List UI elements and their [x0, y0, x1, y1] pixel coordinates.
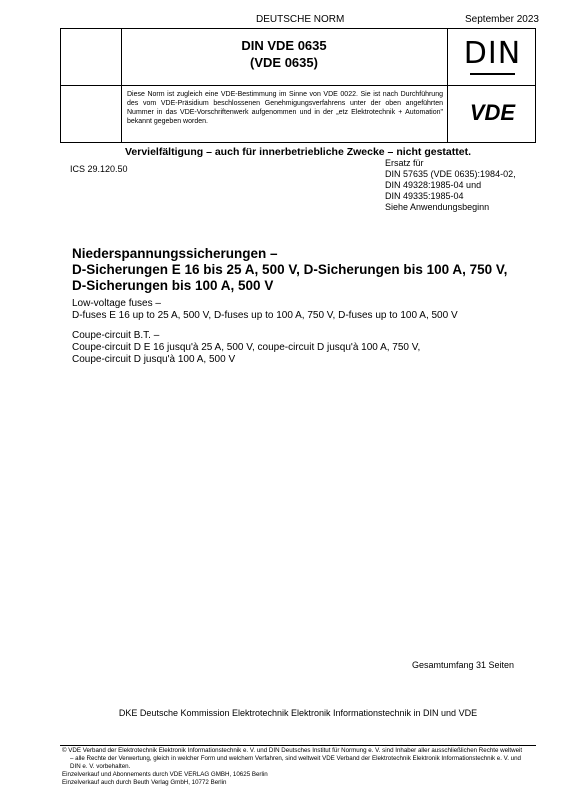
- german-title-line: D-Sicherungen bis 100 A, 500 V: [72, 278, 274, 293]
- title-box: [60, 28, 536, 86]
- standard-number-vde: (VDE 0635): [250, 55, 318, 70]
- committee-line: DKE Deutsche Kommission Elektrotechnik Elektronik Informationstechnik in DIN und VDE: [118, 708, 478, 718]
- german-title: [72, 246, 542, 294]
- footer-line: DIN e. V. vorbehalten.: [70, 763, 131, 770]
- standard-number: DIN VDE 0635: [241, 38, 327, 53]
- french-title: [72, 330, 542, 366]
- ics-code: ICS 29.120.50: [70, 164, 128, 174]
- french-title-line: Coupe-circuit B.T. –: [72, 330, 160, 341]
- footer-line: – alle Rechte der Verwertung, gleich in welcher Form und welchem Verfahren, sind weltweit VDE Verband der Elektrotechnik Elektronik Informationstechnik e. V. und: [70, 755, 522, 762]
- copyright-footer: [62, 747, 534, 787]
- replacement-block: [385, 158, 545, 213]
- german-title-line: D-Sicherungen E 16 bis 25 A, 500 V, D-Sicherungen bis 100 A, 750 V,: [72, 262, 508, 277]
- total-pages: Gesamtumfang 31 Seiten: [412, 660, 515, 670]
- note-box-left-cell: [61, 86, 122, 142]
- english-title: [72, 298, 542, 322]
- english-title-line: Low-voltage fuses –: [72, 298, 161, 309]
- document-type-label: DEUTSCHE NORM: [256, 14, 345, 25]
- vde-status-note: Diese Norm ist zugleich eine VDE-Bestimmung im Sinne von VDE 0022. Sie ist nach Durchführung des vom VDE-Präsidium beschlossenen Genehmigungsverfahrens unter der oben angeführten Nummer in das VDE-Vorschriftenwerk aufgenommen und in der „etz Elektrotechnik + Automation" bekannt gegeben worden.: [127, 91, 443, 125]
- footer-line: Einzelverkauf und Abonnements durch VDE VERLAG GMBH, 10625 Berlin: [62, 771, 268, 778]
- french-title-line: Coupe-circuit D E 16 jusqu'à 25 A, 500 V, coupe-circuit D jusqu'à 100 A, 750 V,: [72, 342, 421, 353]
- replacement-line: DIN 49335:1985-04: [385, 191, 464, 201]
- din-logo-cell: [447, 28, 537, 85]
- vde-logo-cell: [447, 86, 537, 142]
- vde-logo: VDE: [469, 100, 516, 125]
- replacement-line: DIN 49328:1985-04 und: [385, 180, 482, 190]
- english-title-line: D-fuses E 16 up to 25 A, 500 V, D-fuses up to 100 A, 750 V, D-fuses up to 100 A, 500 V: [72, 310, 458, 321]
- footer-line: © VDE Verband der Elektrotechnik Elektronik Informationstechnik e. V. und DIN Deutsches Institut für Normung e. V. sind Inhaber aller ausschließlichen Rechte weltweit: [62, 747, 523, 754]
- copy-notice: Vervielfältigung – auch für innerbetriebliche Zwecke – nicht gestattet.: [124, 146, 471, 158]
- replacement-line: Siehe Anwendungsbeginn: [385, 202, 490, 212]
- french-title-line: Coupe-circuit D jusqu'à 100 A, 500 V: [72, 354, 236, 365]
- title-box-left-cell: [61, 28, 122, 85]
- german-title-line: Niederspannungssicherungen –: [72, 246, 278, 261]
- footer-rule: [60, 745, 536, 746]
- publication-date: September 2023: [465, 14, 539, 25]
- replacement-line: DIN 57635 (VDE 0635):1984-02,: [385, 169, 516, 179]
- din-logo: DIN: [463, 36, 522, 71]
- replacement-line: Ersatz für: [385, 158, 424, 168]
- din-logo-underline: [470, 73, 515, 75]
- note-box: [60, 85, 536, 143]
- footer-line: Einzelverkauf auch durch Beuth Verlag GmbH, 10772 Berlin: [62, 779, 227, 786]
